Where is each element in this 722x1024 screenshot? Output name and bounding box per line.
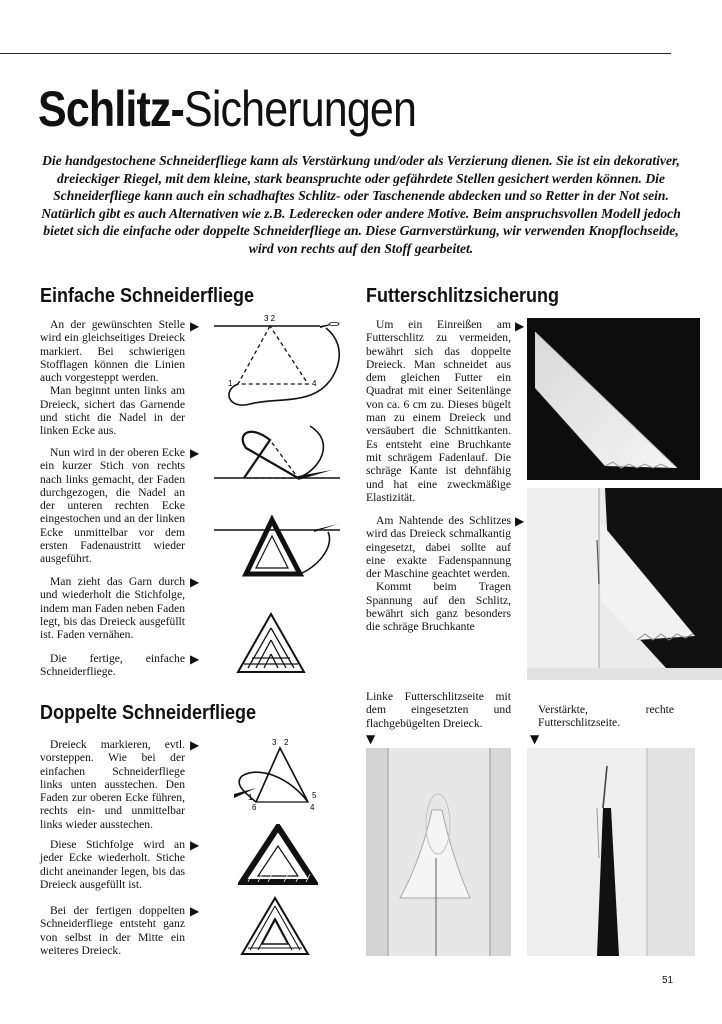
diagram-double-progress — [238, 824, 318, 886]
diagram-finished-double — [240, 896, 310, 956]
doppelte-p1: Dreieck markieren, evtl. vorsteppen. Wie bei der einfachen Schneiderfliege links unten ausstechen. Den Faden zur oberen Ecke führen, rechts ein- und unmittelbar links wieder ausstechen. — [40, 738, 185, 831]
doppelte-step3 — [40, 904, 185, 957]
arrow-down-icon: ▼ — [366, 732, 376, 746]
futter-step1 — [366, 318, 511, 504]
diagram-repeat-stitches — [210, 504, 350, 586]
diagram-double-marking — [228, 736, 328, 816]
arrow-right-icon: ▶ — [190, 446, 200, 460]
arrow-right-icon: ▶ — [515, 514, 525, 528]
futter-p2a: Am Nahtende des Schlitzes wird das Dreieck schmalkantig eingesetzt, dabei sollte auf eine exakte Fadenspannung der Maschine geachtet werden. — [366, 514, 511, 581]
heading-doppelte: Doppelte Schneiderfliege — [40, 702, 257, 724]
diagram-first-stitch — [210, 420, 350, 500]
einfache-p4: Die fertige, einfache Schneiderfliege. — [40, 652, 185, 679]
einfache-p2: Nun wird in der oberen Ecke ein kurzer Stich von rechts nach links gemacht, der Faden durchgezogen, die Nadel an der unteren rechten Ecke eingestochen und an der linken Ecke unmittelbar vor dem ersten Fadenaustritt wieder ausgeführt. — [40, 446, 185, 566]
doppelte-step2 — [40, 838, 185, 891]
intro-text: Die handgestochene Schneiderfliege kann als Verstärkung und/oder als Verzierung dienen. Sie ist ein dekorativer, dreieckiger Riegel, mit dem kleine, stark beanspruchte oder gefährdete Stellen gesichert werden können. Die Schneiderfliege kann auch ein schadhaftes Schlitz- oder Taschenende abdecken und so Retter in der Not sein. Natürlich gibt es auch Alternativen wie z.B. Lederecken oder andere Motive. Beim anspruchsvollen Modell jedoch bietet sich die einfache oder doppelte Schneiderfliege an. Diese Garnverstärkung, wir verwenden Knopflochseide, wird von rechts auf den Stoff gearbeitet. — [41, 153, 681, 256]
page-number: 51 — [662, 975, 674, 986]
title-bold: Schlitz- — [38, 81, 185, 137]
einfache-step2 — [40, 446, 185, 566]
arrow-down-icon: ▼ — [530, 732, 540, 746]
photo-left-slit-side — [366, 748, 511, 956]
label-2: 2 — [284, 738, 289, 747]
caption-right: Verstärkte, rechte Futterschlitzseite. — [538, 703, 674, 730]
einfache-step4 — [40, 652, 185, 679]
arrow-right-icon: ▶ — [190, 319, 200, 333]
label-5: 5 — [312, 791, 317, 800]
doppelte-step1 — [40, 738, 185, 831]
photo-sewn-triangle — [527, 488, 722, 680]
label-1: 1 — [248, 793, 253, 802]
futter-step2 — [366, 514, 511, 634]
diagram-marked-triangle — [210, 312, 350, 414]
arrow-right-icon: ▶ — [190, 904, 200, 918]
futter-p2b: Kommt beim Tragen Spannung auf den Schlitz, bewährt sich ganz besonders die schräge Bruchkante — [366, 580, 511, 634]
einfache-step3 — [40, 575, 185, 641]
label-3-2: 3 2 — [264, 314, 276, 323]
title-regular: Sicherungen — [184, 81, 417, 137]
page-title — [38, 81, 417, 137]
einfache-p1b: Man beginnt unten links am Dreieck, sichert das Garnende und sticht die Nadel in der linken Ecke aus. — [40, 384, 185, 438]
heading-einfache: Einfache Schneiderfliege — [40, 285, 255, 307]
futter-p1: Um ein Einreißen am Futterschlitz zu vermeiden, bewährt sich das doppelte Dreieck. Man schneidet aus dem gleichen Futter ein Quadrat mit einer Seitenlänge von ca. 6 cm zu. Dieses bügelt man zu einem Dreieck und versäubert die Schnittkanten. Es entsteht eine Bruchkante mit schrägem Fadenlauf. Die schräge Kante ist dehnfähig und hat eine zweckmäßige Elastizität. — [366, 318, 511, 504]
einfache-p3: Man zieht das Garn durch und wiederholt die Stichfolge, indem man Faden neben Faden legt, bis das Dreieck ausgefüllt ist. Faden vernähen. — [40, 575, 185, 642]
einfache-step1 — [40, 318, 185, 438]
einfache-p1a: An der gewünschten Stelle wird ein gleichseitiges Dreieck markiert. Bei schwierigen Stofflagen können die Linien auch vorgesteppt werden. — [40, 318, 185, 385]
photo-right-slit-side — [527, 748, 695, 956]
doppelte-p3: Bei der fertigen doppelten Schneiderfliege entsteht ganz von selbst in der Mitte ein weiteres Dreieck. — [40, 904, 185, 957]
arrow-right-icon: ▶ — [190, 575, 200, 589]
label-3: 3 — [272, 738, 277, 747]
label-1: 1 — [228, 379, 233, 388]
label-4: 4 — [310, 803, 315, 812]
arrow-right-icon: ▶ — [515, 319, 525, 333]
diagram-finished-single — [236, 612, 306, 674]
doppelte-p2: Diese Stichfolge wird an jeder Ecke wiederholt. Stiche dicht aneinander legen, bis das Dreieck ausgefüllt ist. — [40, 838, 185, 891]
top-rule — [0, 53, 671, 54]
label-6: 6 — [252, 803, 257, 812]
photo-folded-triangle — [527, 318, 700, 480]
heading-futter: Futterschlitzsicherung — [366, 285, 560, 307]
arrow-right-icon: ▶ — [190, 738, 200, 752]
arrow-right-icon: ▶ — [190, 652, 200, 666]
label-4: 4 — [312, 379, 317, 388]
arrow-right-icon: ▶ — [190, 838, 200, 852]
caption-left: Linke Futterschlitzseite mit dem eingesetzten und flachgebügelten Dreieck. — [366, 690, 511, 730]
